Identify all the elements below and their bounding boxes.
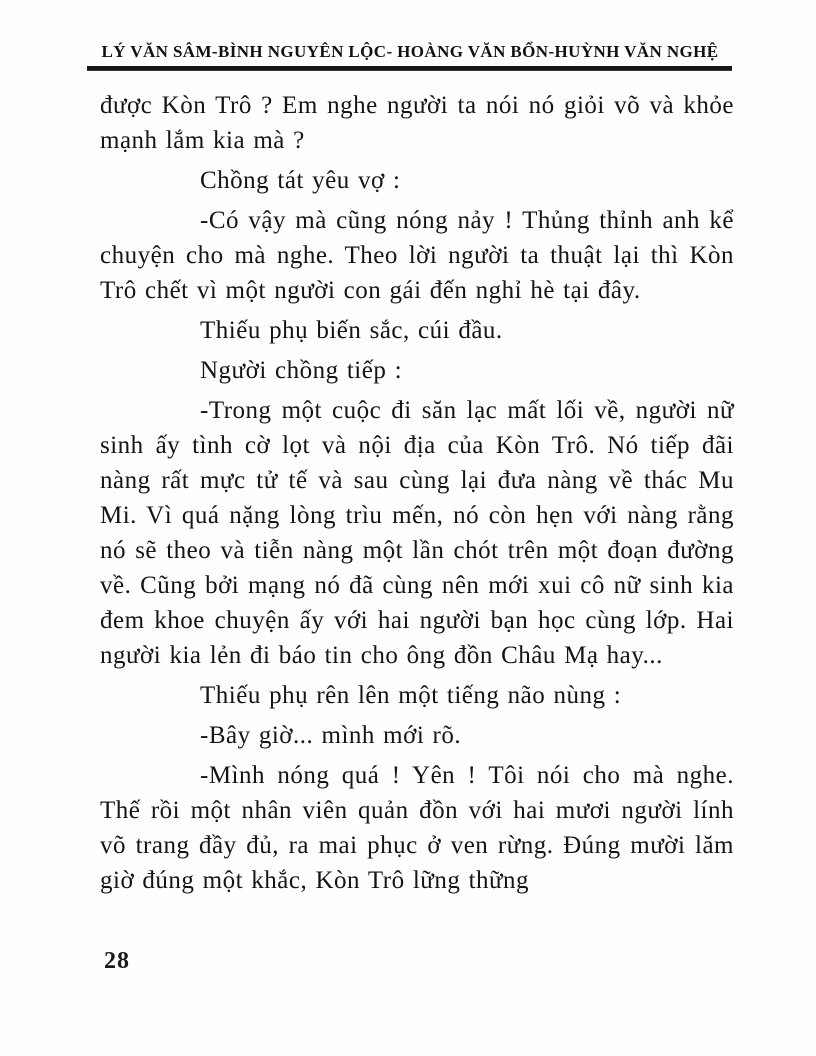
paragraph: -Mình nóng quá ! Yên ! Tôi nói cho mà nghe. Thế rồi một nhân viên quản đồn với hai mươi người lính võ trang đầy đủ, ra mai phục ở ven rừng. Đúng mười lăm giờ đúng một khắc, Kòn Trô lững thững	[100, 762, 734, 894]
text-body	[100, 88, 734, 903]
paragraph: -Trong một cuộc đi săn lạc mất lối về, người nữ sinh ấy tình cờ lọt và nội địa của Kòn Trô. Nó tiếp đãi nàng rất mực tử tế và sau cùng lại đưa nàng về thác Mu Mi. Vì quá nặng lòng trìu mến, nó còn hẹn với nàng rằng nó sẽ theo và tiễn nàng một lần chót trên một đoạn đường về. Cũng bởi mạng nó đã cùng nên mới xui cô nữ sinh kia đem khoe chuyện ấy với hai người bạn học cùng lớp. Hai người kia lẻn đi báo tin cho ông đồn Châu Mạ hay...	[100, 397, 734, 669]
page-number: 28	[104, 948, 130, 974]
paragraph: Người chồng tiếp :	[200, 357, 403, 384]
paragraph: Thiếu phụ rên lên một tiếng não nùng :	[200, 682, 622, 709]
paragraph: được Kòn Trô ? Em nghe người ta nói nó giỏi võ và khỏe mạnh lắm kia mà ?	[100, 92, 734, 154]
paragraph: Chồng tát yêu vợ :	[200, 167, 401, 194]
header-rule	[87, 66, 732, 71]
paragraph: -Có vậy mà cũng nóng nảy ! Thủng thỉnh anh kể chuyện cho mà nghe. Theo lời người ta thuật lại thì Kòn Trô chết vì một người con gái đến nghỉ hè tại đây.	[100, 207, 734, 304]
running-head: LÝ VĂN SÂM-BÌNH NGUYÊN LỘC- HOÀNG VĂN BỔN-HUỲNH VĂN NGHỆ	[101, 42, 719, 61]
paragraph: Thiếu phụ biến sắc, cúi đầu.	[200, 317, 503, 344]
paragraph: -Bây giờ... mình mới rõ.	[200, 722, 462, 749]
